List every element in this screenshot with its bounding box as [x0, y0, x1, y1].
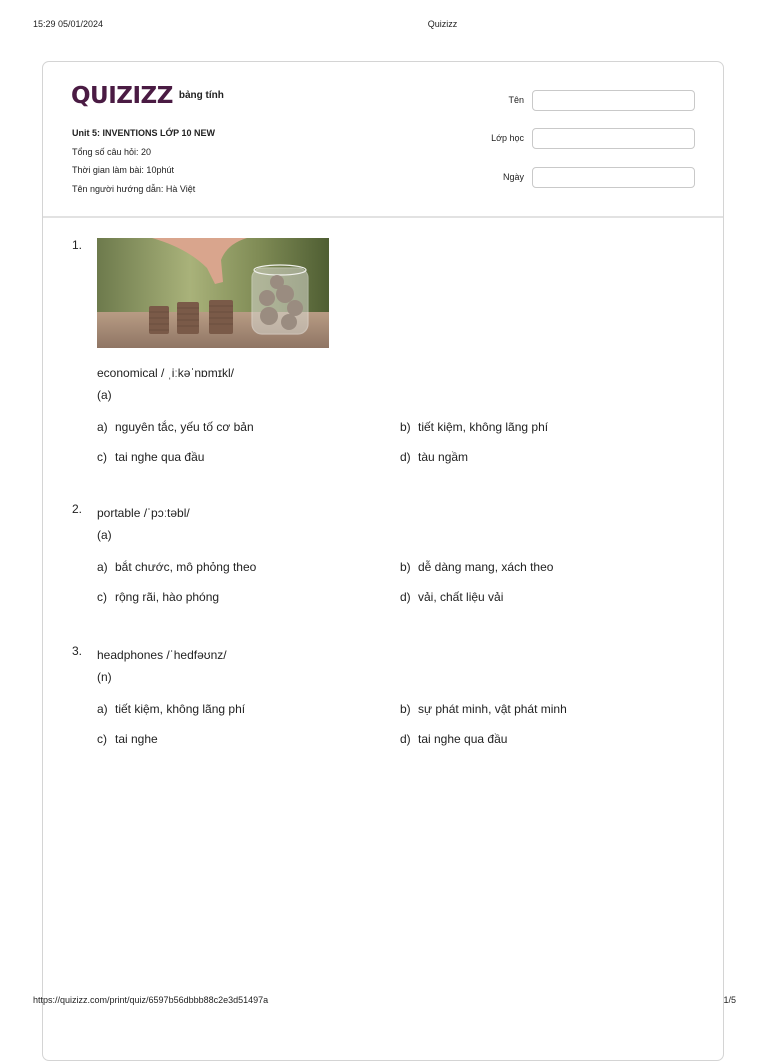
coins-jar-image — [97, 238, 329, 348]
option-d — [400, 450, 468, 464]
option-letter: a) — [97, 560, 108, 574]
question-number: 3. — [72, 644, 83, 658]
option-letter: b) — [400, 560, 411, 574]
option-d — [400, 732, 507, 746]
option-text: tiết kiệm, không lãng phí — [418, 420, 549, 434]
part-of-speech: (a) — [97, 528, 112, 542]
question-body — [97, 238, 697, 476]
class-label: Lớp học — [491, 133, 524, 143]
option-letter: d) — [400, 590, 411, 604]
options-grid — [97, 406, 697, 476]
question-body — [97, 644, 697, 758]
quizizz-logo — [71, 83, 224, 109]
option-text: nguyên tắc, yếu tố cơ bản — [115, 420, 254, 434]
quiz-title: Unit 5: INVENTIONS LỚP 10 NEW — [72, 128, 216, 138]
print-title: Quizizz — [427, 19, 458, 29]
option-text: sự phát minh, vật phát minh — [418, 702, 567, 716]
option-b — [400, 560, 553, 574]
logo-wordmark: QUIZIZZ — [71, 83, 173, 109]
option-letter: c) — [97, 450, 107, 464]
option-text: tai nghe qua đầu — [115, 450, 205, 464]
option-text: tai nghe qua đầu — [418, 732, 508, 746]
option-c — [97, 732, 158, 746]
date-input[interactable] — [532, 167, 695, 188]
option-text: bắt chước, mô phỏng theo — [115, 560, 257, 574]
option-text: tàu ngầm — [418, 450, 469, 464]
question-text: portable /ˈpɔːtəbl/ — [97, 506, 190, 520]
option-a — [97, 420, 254, 434]
question-number: 1. — [72, 238, 83, 252]
option-a — [97, 702, 245, 716]
option-letter: a) — [97, 702, 108, 716]
question-text: economical / ˌiːkəˈnɒmɪkl/ — [97, 366, 234, 380]
option-letter: d) — [400, 732, 411, 746]
print-url[interactable]: https://quizizz.com/print/quiz/6597b56dbbb88c2e3d51497a — [33, 995, 269, 1005]
total-questions: Tổng số câu hỏi: 20 — [72, 146, 152, 157]
option-letter: d) — [400, 450, 411, 464]
date-field-row — [464, 166, 695, 188]
question-text: headphones /ˈhedfəʊnz/ — [97, 648, 227, 662]
option-text: rộng rãi, hào phóng — [115, 590, 220, 604]
option-text: tai nghe — [115, 732, 158, 746]
option-a — [97, 560, 256, 574]
name-input[interactable] — [532, 90, 695, 111]
print-datetime: 15:29 05/01/2024 — [33, 19, 104, 29]
date-label: Ngày — [502, 172, 524, 182]
page-number: 1/5 — [723, 995, 736, 1005]
worksheet — [42, 61, 724, 1061]
option-text: vải, chất liệu vải — [418, 590, 504, 604]
option-text: dễ dàng mang, xách theo — [418, 560, 554, 574]
part-of-speech: (a) — [97, 388, 112, 402]
option-letter: a) — [97, 420, 108, 434]
options-grid — [97, 688, 697, 758]
question-number: 2. — [72, 502, 83, 516]
option-letter: b) — [400, 702, 411, 716]
name-label: Tên — [508, 95, 524, 105]
option-d — [400, 590, 503, 604]
options-grid — [97, 546, 697, 616]
logo-subtitle: bảng tính — [178, 90, 224, 101]
option-letter: c) — [97, 732, 107, 746]
instructor-name: Tên người hướng dẫn: Hà Việt — [72, 183, 196, 194]
option-letter: c) — [97, 590, 107, 604]
quiz-meta — [72, 124, 215, 198]
option-b — [400, 702, 567, 716]
question-body — [97, 502, 697, 616]
name-field-row — [464, 89, 695, 111]
part-of-speech: (n) — [97, 670, 112, 684]
time-limit: Thời gian làm bài: 10phút — [72, 165, 174, 175]
option-text: tiết kiệm, không lãng phí — [115, 702, 246, 716]
option-letter: b) — [400, 420, 411, 434]
option-c — [97, 590, 219, 604]
class-field-row — [464, 127, 695, 149]
option-b — [400, 420, 548, 434]
option-c — [97, 450, 204, 464]
worksheet-header — [43, 62, 723, 218]
class-input[interactable] — [532, 128, 695, 149]
